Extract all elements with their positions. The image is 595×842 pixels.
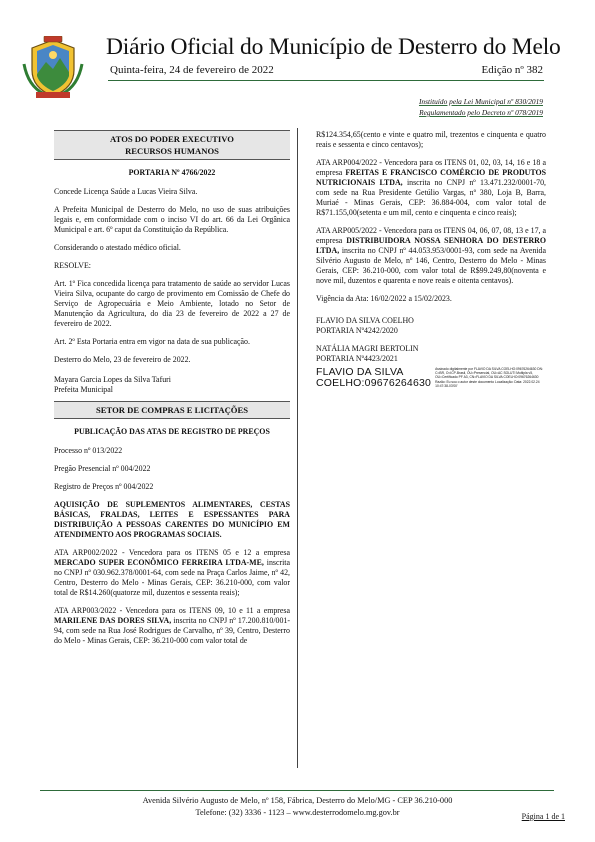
signatory-1-name: FLAVIO DA SILVA COELHO [316, 316, 414, 325]
footer-divider [40, 790, 554, 791]
municipal-coat-of-arms-icon [22, 36, 84, 100]
signatory-2-name: NATÁLIA MAGRI BERTOLIN [316, 344, 419, 353]
footer-address: Avenida Silvério Augusto de Melo, nº 158, Fábrica, Desterro do Melo/MG - CEP 36.210-000 [142, 796, 453, 805]
section-header-executive: ATOS DO PODER EXECUTIVO RECURSOS HUMANOS [54, 130, 290, 160]
digital-signature [316, 367, 546, 389]
price-registry-number: Registro de Preços nº 004/2022 [54, 482, 154, 491]
institution-decree: Regulamentado pelo Decreto nº 078/2019 [419, 108, 543, 117]
validity-period: Vigência da Ata: 16/02/2022 a 15/02/2023. [316, 294, 452, 303]
auction-number: Pregão Presencial nº 004/2022 [54, 464, 151, 473]
procurement-object: AQUISIÇÃO DE SUPLEMENTOS ALIMENTARES, CESTAS BÁSICAS, FRALDAS, LEITES E ESPESSANTES PARA DISTRIBUIÇÃO A PESSOAS CARENTES DO MUNICÍPIO EM ATENDIMENTO AOS PROGRAMAS SOCIAIS. [54, 500, 290, 539]
portaria-place-date: Desterro do Melo, 23 de fevereiro de 2022. [54, 355, 191, 364]
portaria-considering: Considerando o atestado médico oficial. [54, 243, 181, 252]
publication-title: PUBLICAÇÃO DAS ATAS DE REGISTRO DE PREÇOS [74, 427, 270, 436]
portaria-preamble: A Prefeita Municipal de Desterro do Melo, no uso de suas atribuições legais e, em conformidade com o inciso VI do art. 66 da Lei Orgânica Municipal e art. 6º caput da Constituição da República. [54, 205, 290, 234]
ata-003-continued: R$124.354,65(cento e vinte e quatro mil, trezentos e cinquenta e quatro reais e sessenta e cinco centavos); [316, 130, 546, 149]
portaria-article-1: Art. 1º Fica concedida licença para tratamento de saúde ao servidor Lucas Vieira Silva, ocupante do cargo de provimento em Comissão de Chefe do Serviço de Agropecuária e Meio Ambiente, lotado no Setor de Manutenção da Agricultura, do dia 23 de fevereiro de 2022 a 27 de fevereiro de 2022. [54, 279, 290, 328]
edition-number: Edição nº 382 [481, 64, 543, 76]
signatory-1-portaria: PORTARIA Nº4242/2020 [316, 326, 398, 335]
signatory-name: Mayara Garcia Lopes da Silva Tafuri [54, 375, 171, 384]
ata-002: ATA ARP002/2022 - Vencedora para os ITENS 05 e 12 a empresa MERCADO SUPER ECONÔMICO FERREIRA LTDA-ME, inscrita no CNPJ nº 030.962.378/0001-64, com sede na Praça Carlos Jaime, nº 42, Centro, Desterro do Melo - Minas Gerais, CEP: 36.210-000, com valor total de R$14.260(quatorze mil, duzentos e sessenta reais); [54, 548, 290, 597]
portaria-article-2: Art. 2º Esta Portaria entra em vigor na data de sua publicação. [54, 337, 250, 346]
institution-note [419, 96, 543, 118]
newspaper-title: Diário Oficial do Município de Desterro do Melo [106, 34, 561, 60]
header-divider [108, 80, 544, 81]
section-header-purchasing: SETOR DE COMPRAS E LICITAÇÕES [54, 401, 290, 419]
ata-003: ATA ARP003/2022 - Vencedora para os ITENS 09, 10 e 11 a empresa MARILENE DAS DORES SILVA, inscrita no CNPJ nº 17.200.810/001-94, com sede na Rua José Rodrigues de Carvalho, nº 39, Centro, Desterro do Melo - Minas Gerais, CEP: 36.210-000 com valor total de [54, 606, 290, 645]
ata-004: ATA ARP004/2022 - Vencedora para os ITENS 01, 02, 03, 14, 16 e 18 a empresa FREITAS E FRANCISCO COMÉRCIO DE PRODUTOS NUTRICIONAIS LTDA, inscrita no CNPJ nº 13.471.232/0001-70, com sede na Rua Presidente Getúlio Vargas, nº 380, Loja B, Barra, Muriaé - Minas Gerais, CEP: 36.884-004, com valor total de R$71.155,00(setenta e um mil, cento e cinquenta e cinco reais); [316, 158, 546, 217]
digital-signature-details: Assinado digitalmente por FLAVIO DA SILVA COELHO:09676264630 DN: C=BR, O=ICP-Brasil, OU=Presencial, OU=AC SOLUTI Multipla v5, OU=Certificado PF A3, CN=FLAVIO DA SILVA COELHO:09676264630 Razão: Eu sou o autor deste documento Localização: Data: 2022.02.24 10:47:38-03'00' [435, 367, 543, 388]
portaria-title: PORTARIA Nº 4766/2022 [128, 168, 216, 177]
column-divider [297, 128, 298, 768]
portaria-summary: Concede Licença Saúde a Lucas Vieira Silva. [54, 187, 198, 196]
ata-005: ATA ARP005/2022 - Vencedora para os ITENS 04, 06, 07, 08, 13 e 17, a empresa DISTRIBUIDORA NOSSA SENHORA DO DESTERRO LTDA, inscrita no CNPJ nº 44.053.953/0001-93, com sede na Avenida Silvério Augusto de Melo, nº 146, Centro, Desterro do Melo - Minas Gerais, CEP: 36.210-000, com valor total de R$99.249,80(noventa e nove mil, duzentos e quarenta e nove reais e oitenta centavos). [316, 226, 547, 285]
institution-law: Instituído pela Lei Municipal nº 830/2019 [418, 97, 543, 106]
digital-signature-name: FLAVIO DA SILVA COELHO:09676264630 [316, 366, 432, 389]
process-number: Processo nº 013/2022 [54, 446, 123, 455]
publication-date: Quinta-feira, 24 de fevereiro de 2022 [110, 64, 274, 76]
left-column [54, 130, 290, 654]
signatory-role: Prefeita Municipal [54, 385, 113, 394]
page-number: Página 1 de 1 [521, 812, 565, 821]
portaria-resolve: RESOLVE: [54, 261, 91, 270]
right-column [316, 130, 546, 389]
footer-contact: Telefone: (32) 3336 - 1123 – www.desterrodomelo.mg.gov.br [195, 808, 400, 817]
signatory-2-portaria: PORTARIA Nº4423/2021 [316, 354, 398, 363]
